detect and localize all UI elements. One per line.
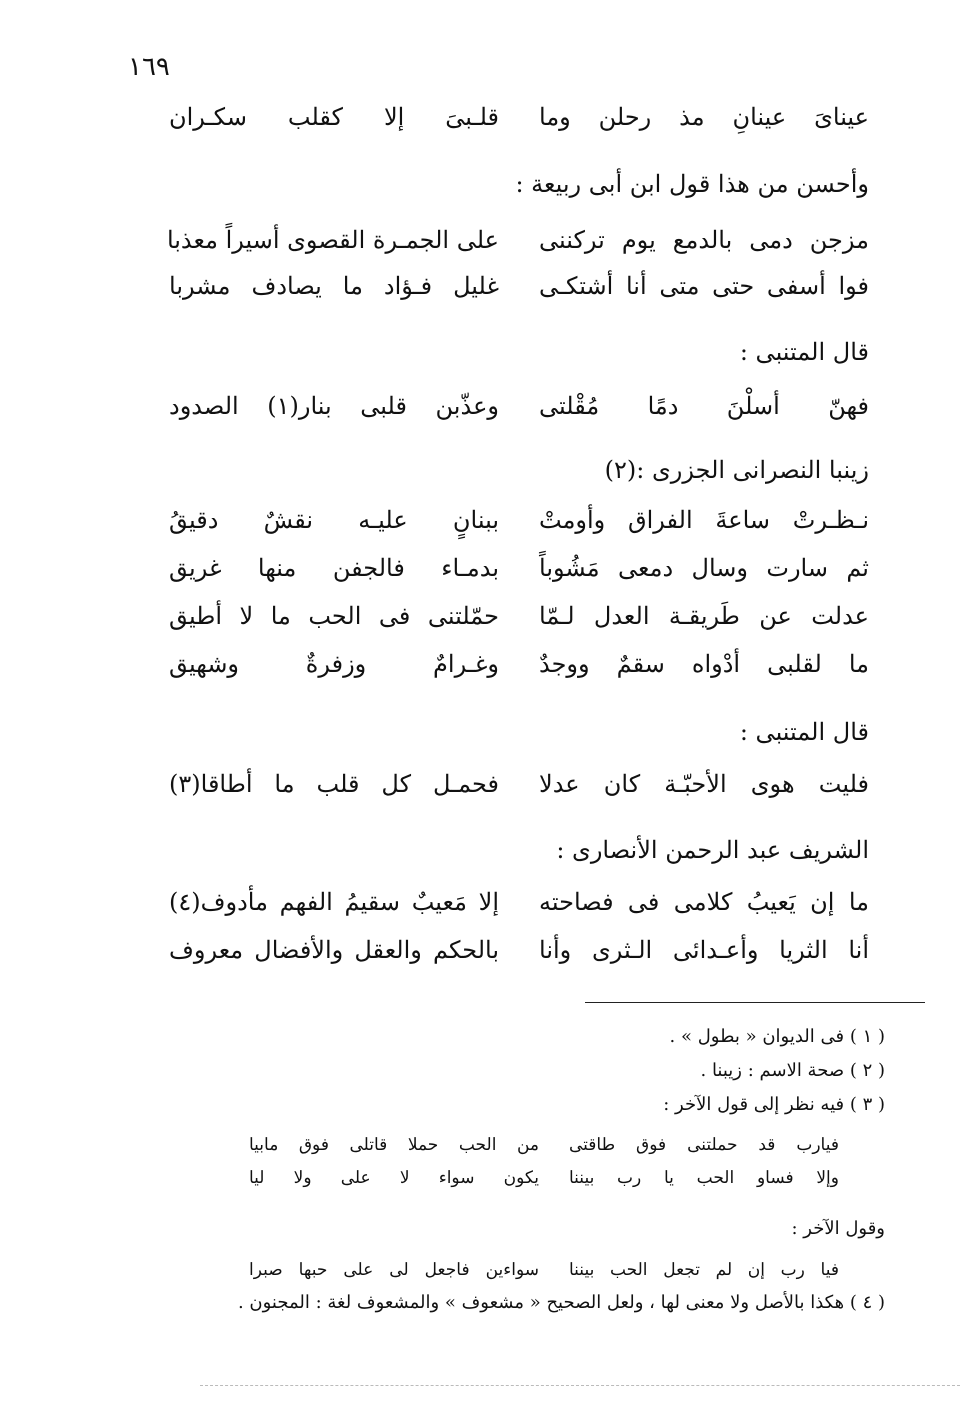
verse-second-hemistich: بالحكم والعقل والأفضال معروف xyxy=(169,936,499,964)
verse-first-hemistich: فيا رب إن لم تجعل الحب بيننا xyxy=(569,1260,839,1280)
verse-line xyxy=(169,650,869,694)
verse-first-hemistich: ثم سارت وسال دمعى مَشُوباً xyxy=(539,554,869,582)
intro-line: زينبا النصرانى الجزرى :(٢) xyxy=(604,456,869,484)
verse-line xyxy=(169,103,869,147)
intro-line: قال المتنبى : xyxy=(739,718,869,746)
verse-line xyxy=(169,770,869,814)
verse-second-hemistich: حمّلتنى فى الحب ما لا أطيق xyxy=(169,602,499,630)
verse-second-hemistich: بدمـاء فالجفن منها غريق xyxy=(169,554,499,582)
footnote-1: ( ١ ) فى الديوان « بطول » . xyxy=(669,1026,885,1047)
page-number: ١٦٩ xyxy=(128,52,170,82)
footnote-verse-line xyxy=(249,1260,839,1290)
intro-line: وأحسن من هذا قول ابن أبى ربيعة : xyxy=(515,170,869,198)
verse-first-hemistich: فيارب قد حملتنى فوق طاقتى xyxy=(569,1135,839,1155)
verse-line xyxy=(166,226,869,270)
verse-line xyxy=(169,602,869,646)
page-edge-line xyxy=(200,1385,960,1386)
verse-second-hemistich: على الجمـرة القصوى أسيراً معذبا xyxy=(166,226,499,254)
verse-second-hemistich: ببنانٍ عليـه نقشٌ دقيقُ xyxy=(169,506,499,534)
footnote-4: ( ٤ ) هكذا بالأصل ولا معنى لها ، ولعل الصحيح « مشعوف » والمشعوف لغة : المجنون . xyxy=(237,1292,885,1313)
footnote-verse-line xyxy=(249,1168,839,1198)
footnote-intro: وقول الآخر : xyxy=(791,1218,885,1239)
verse-first-hemistich: نـظـرتْ ساعةَ الفراق وأومتْ xyxy=(539,506,869,534)
footnote-3: ( ٣ ) فيه نظر إلى قول الآخر : xyxy=(663,1094,885,1115)
verse-first-hemistich: فليت هوى الأحبّـة كان عدلا xyxy=(539,770,869,798)
footnote-verse-line xyxy=(249,1135,839,1165)
verse-first-hemistich: عيناىَ عينانِ مذ رحلن وما xyxy=(539,103,869,131)
verse-line xyxy=(169,392,869,436)
verse-first-hemistich: ما إن يَعيبُ كلامى فى فصاحته xyxy=(539,888,869,916)
verse-second-hemistich: وعذّبن قلبى بنار(١) الصدود xyxy=(169,392,499,420)
intro-line: الشريف عبد الرحمن الأنصارى : xyxy=(556,836,869,864)
verse-second-hemistich: قلـبىَ إلا كقلب سكـران xyxy=(169,103,499,131)
verse-first-hemistich: فوا أسفى حتى متى أنا أشتكـى xyxy=(539,272,869,300)
footnote-divider xyxy=(585,1002,925,1003)
verse-line xyxy=(169,936,869,980)
verse-second-hemistich: وغـرامٌ وزفرةٌ وشهيق xyxy=(169,650,499,678)
verse-first-hemistich: مزجن دمى بالدمع يوم تركننى xyxy=(539,226,869,254)
verse-second-hemistich: إلا مَعيبٌ سقيمُ الفهم مأدوف(٤) xyxy=(169,888,499,916)
verse-second-hemistich: يكون سواء لا على ولا ليا xyxy=(249,1168,539,1188)
verse-first-hemistich: عدلت عن طَريقـة العدل لـمّا xyxy=(539,602,869,630)
verse-line xyxy=(169,506,869,550)
verse-line xyxy=(169,272,869,316)
verse-first-hemistich: أنا الثريا وأعـدائى الـثرى وأنا xyxy=(539,936,869,964)
verse-line xyxy=(169,554,869,598)
verse-second-hemistich: غليل فـؤاد ما يصادف مشربا xyxy=(169,272,499,300)
verse-first-hemistich: وإلا فساو الحب يا رب بيننا xyxy=(569,1168,839,1188)
verse-line xyxy=(169,888,869,932)
verse-second-hemistich: فحمـل كل قلب ما أطاقا(٣) xyxy=(169,770,499,798)
verse-first-hemistich: فهنّ أسلْنَ دمًا مُقْلتى xyxy=(539,392,869,420)
verse-first-hemistich: ما لقلبى أدْواه سقمٌ ووجدٌ xyxy=(539,650,869,678)
verse-second-hemistich: من الحب حملا قاتلى فوق مابيا xyxy=(249,1135,539,1155)
footnote-2: ( ٢ ) صحة الاسم : زيبنا . xyxy=(700,1060,885,1081)
verse-second-hemistich: سواءين فاجعل لى على حبها صبرا xyxy=(249,1260,539,1280)
intro-line: قال المتنبى : xyxy=(739,338,869,366)
